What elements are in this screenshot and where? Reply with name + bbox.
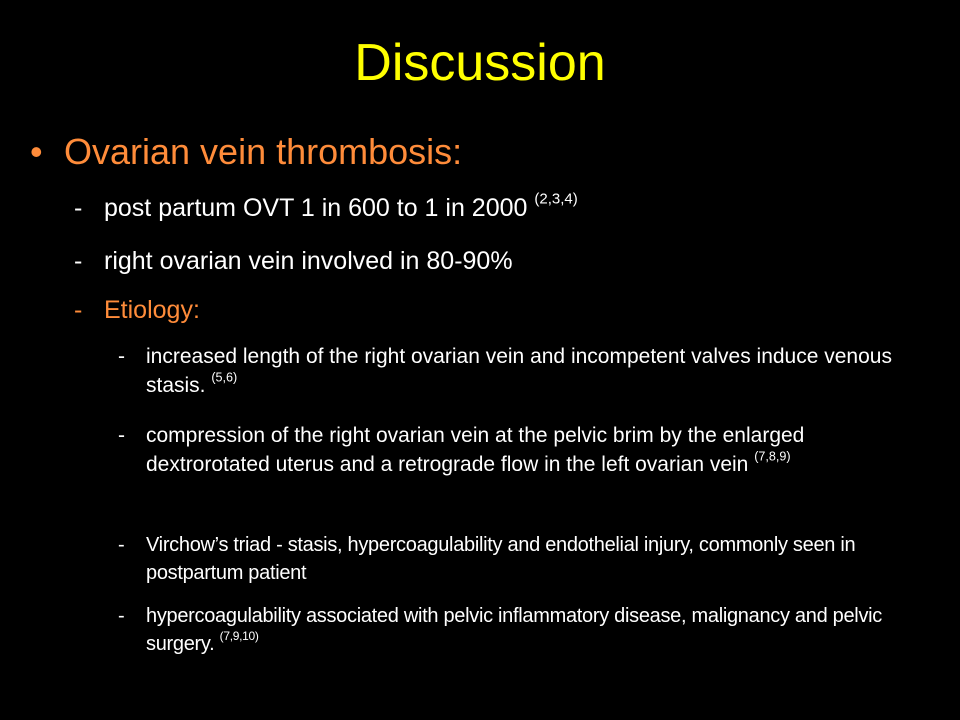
main-bullet xyxy=(30,128,462,176)
sub-list-item xyxy=(118,531,918,587)
list-item xyxy=(74,245,513,277)
sub-item-text: hypercoagulability associated with pelvic inflammatory disease, malignancy and pelvic surgery. xyxy=(146,605,882,655)
sub-item-text: Virchow’s triad - stasis, hypercoagulability and endothelial injury, commonly seen in postpartum patient xyxy=(146,534,856,584)
sub-item-text: increased length of the right ovarian vein and incompetent valves induce venous stasis. xyxy=(146,345,892,397)
dash-marker: - xyxy=(74,247,83,275)
item-text: right ovarian vein involved in 80-90% xyxy=(104,247,513,275)
sub-list-item xyxy=(118,342,918,400)
dash-marker: - xyxy=(74,194,83,222)
dash-marker: - xyxy=(118,534,125,556)
sub-item-text: compression of the right ovarian vein at the pelvic brim by the enlarged dextrorotated uterus and a retrograde flow in the left ovarian vein xyxy=(146,424,805,476)
dash-marker: - xyxy=(74,296,83,324)
dash-marker: - xyxy=(118,605,125,627)
list-item xyxy=(74,192,578,224)
citation: (7,8,9) xyxy=(754,449,791,464)
citation: (2,3,4) xyxy=(534,190,578,208)
dash-marker: - xyxy=(118,424,125,447)
sub-list-item xyxy=(118,421,918,479)
item-text: Etiology: xyxy=(104,296,200,324)
dash-marker: - xyxy=(118,345,125,368)
item-text: post partum OVT 1 in 600 to 1 in 2000 xyxy=(104,194,535,222)
citation: (7,9,10) xyxy=(219,628,259,643)
bullet-heading: Ovarian vein thrombosis: xyxy=(64,131,463,172)
list-item-etiology xyxy=(74,294,200,326)
sub-list-item xyxy=(118,602,918,658)
slide-title: Discussion xyxy=(354,34,606,92)
bullet-marker: • xyxy=(30,131,43,172)
citation: (5,6) xyxy=(211,370,238,385)
